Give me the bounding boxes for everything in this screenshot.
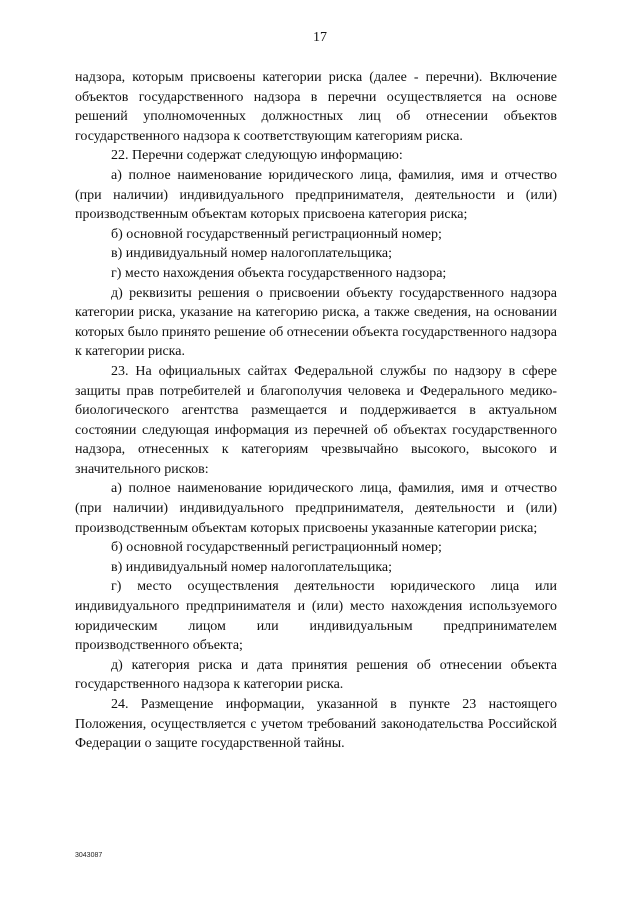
paragraph-22-v: в) индивидуальный номер налогоплательщика;	[111, 246, 393, 262]
paragraph-22-a: а) полное наименование юридического лица, фамилия, имя и отчество (при наличии) индивидуального предпринимателя, деятельности и (или) производственным объектам которых присвоена категория риска;	[75, 167, 557, 223]
document-code: 3043087	[75, 852, 103, 859]
page-number: 17	[313, 30, 327, 45]
paragraph-23-a: а) полное наименование юридического лица, фамилия, имя и отчество (при наличии) индивидуального предпринимателя, деятельности и (или) производственным объектам которых присвоены указанные категории риска;	[75, 481, 557, 536]
document-body	[75, 68, 557, 754]
paragraph-continuation: надзора, которым присвоены категории риска (далее - перечни). Включение объектов государственного надзора в перечни осуществляется на основе решений уполномоченных должностных лиц об отнесении объектов государственного надзора к соответствующим категориям риска.	[75, 70, 557, 144]
paragraph-22-b: б) основной государственный регистрационный номер;	[111, 226, 442, 242]
paragraph-23-v: в) индивидуальный номер налогоплательщика;	[111, 559, 393, 575]
paragraph-23-d: д) категория риска и дата принятия решения об отнесении объекта государственного надзора к категории риска.	[75, 657, 557, 693]
paragraph-24: 24. Размещение информации, указанной в пункте 23 настоящего Положения, осуществляется с учетом требований законодательства Российской Федерации о защите государственной тайны.	[75, 697, 557, 752]
paragraph-22-g: г) место нахождения объекта государственного надзора;	[111, 265, 447, 281]
paragraph-23-b: б) основной государственный регистрационный номер;	[111, 540, 442, 556]
paragraph-23-heading: 23. На официальных сайтах Федеральной службы по надзору в сфере защиты прав потребителей и благополучия человека и Федерального медико-биологического агентства размещается и поддерживается в актуальном состоянии следующая информация из перечней об объектах государственного надзора, отнесенных к категориям чрезвычайно высокого, высокого и значительного рисков:	[75, 363, 557, 477]
paragraph-23-g: г) место осуществления деятельности юридического лица или индивидуального предпринимателя и (или) место нахождения используемого юридическим лицом или индивидуальным предпринимателем производственного объекта;	[75, 579, 557, 654]
paragraph-22-heading: 22. Перечни содержат следующую информацию:	[111, 148, 403, 164]
paragraph-22-d: д) реквизиты решения о присвоении объекту государственного надзора категории риска, указание на категорию риска, а также сведения, на основании которых было принято решение об отнесении объекта государственного надзора к категории риска.	[75, 285, 557, 360]
